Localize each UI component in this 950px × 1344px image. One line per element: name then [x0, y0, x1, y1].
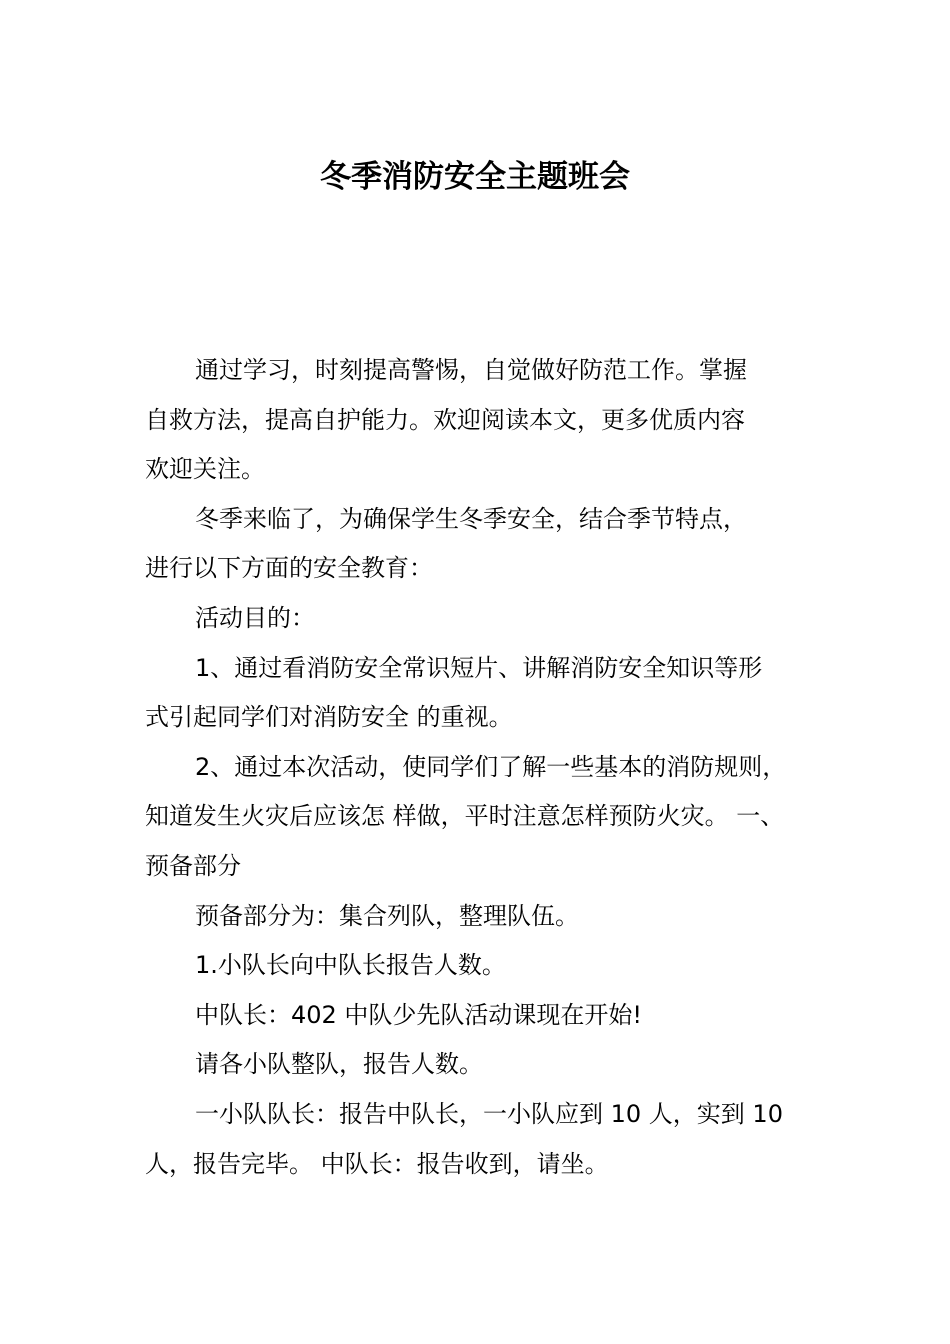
paragraph-intro: 通过学习，时刻提高警惕，自觉做好防范工作。掌握 自救方法，提高自护能力。欢迎阅读本文，更多优质内容 欢迎关注。 [145, 356, 747, 484]
paragraph-goal-1: 1、通过看消防安全常识短片、讲解消防安全知识等形 式引起同学们对消防安全 的重视。 [145, 653, 763, 732]
paragraph-leader-start: 中队长：402 中队少先队活动课现在开始! [195, 1000, 643, 1029]
paragraph-preparation: 预备部分为：集合列队，整理队伍。 [195, 901, 579, 930]
paragraph-goal-2: 2、通过本次活动，使同学们了解一些基本的消防规则， 知道发生火灾后应该怎 样做，平时注意怎样预防火灾。 一、 预备部分 [145, 752, 787, 880]
paragraph-first-team-report: 一小队队长：报告中队长，一小队应到 10 人，实到 10 人，报告完毕。 中队长：报告收到，请坐。 [145, 1099, 783, 1178]
paragraph-activity-goal-heading: 活动目的： [195, 603, 315, 632]
paragraph-winter-safety: 冬季来临了，为确保学生冬季安全，结合季节特点， 进行以下方面的安全教育： [145, 504, 747, 583]
paragraph-report-count: 1.小队长向中队长报告人数。 [195, 951, 506, 980]
paragraph-team-report: 请各小队整队，报告人数。 [195, 1050, 483, 1079]
document-body [145, 346, 835, 1189]
document-title: 冬季消防安全主题班会 [320, 159, 630, 195]
